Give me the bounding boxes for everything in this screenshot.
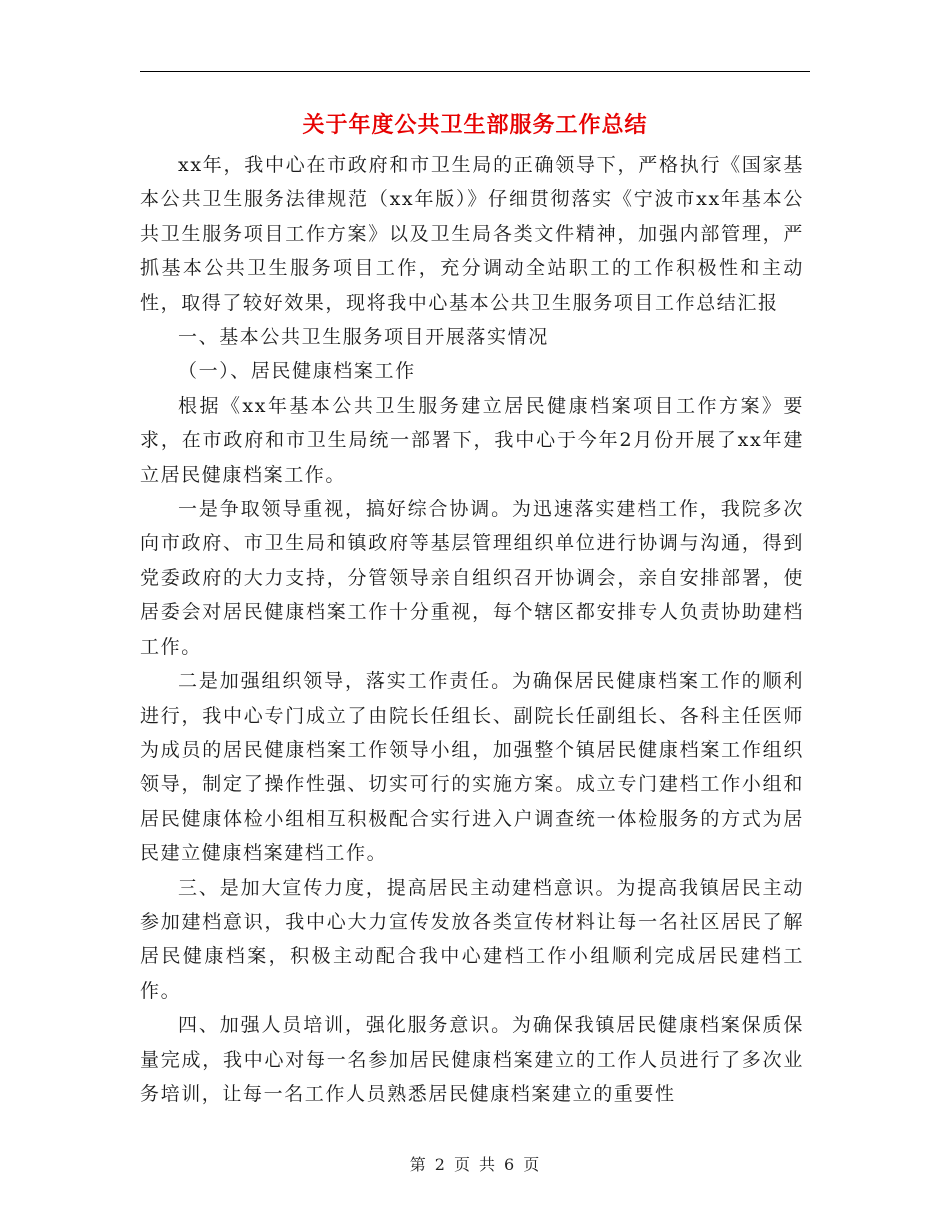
header-rule: [140, 71, 810, 72]
footer-page-word: 页: [453, 1155, 471, 1174]
footer-total-prefix: 共: [479, 1155, 497, 1174]
document-title: 关于年度公共卫生部服务工作总结: [302, 112, 648, 138]
paragraph-intro: xx年，我中心在市政府和市卫生局的正确领导下，严格执行《国家基本公共卫生服务法律规范（xx年版）》仔细贯彻落实《宁波市xx年基本公共卫生服务项目工作方案》以及卫生局各类文件精神，加强内部管理，严抓基本公共卫生服务项目工作，充分调动全站职工的工作积极性和主动性，取得了较好效果，现将我中心基本公共卫生服务项目工作总结汇报: [140, 154, 804, 314]
paragraph-point-4: 四、加强人员培训，强化服务意识。为确保我镇居民健康档案保质保量完成，我中心对每一名参加居民健康档案建立的工作人员进行了多次业务培训，让每一名工作人员熟悉居民健康档案建立的重要性: [140, 1014, 804, 1105]
paragraph-basis: 根据《xx年基本公共卫生服务建立居民健康档案项目工作方案》要求，在市政府和市卫生局统一部署下，我中心于今年2月份开展了xx年建立居民健康档案工作。: [140, 394, 804, 486]
paragraph-point-1: 一是争取领导重视，搞好综合协调。为迅速落实建档工作，我院多次向市政府、市卫生局和镇政府等基层管理组织单位进行协调与沟通，得到党委政府的大力支持，分管领导亲自组织召开协调会，亲自安排部署，使居委会对居民健康档案工作十分重视，每个辖区都安排专人负责协助建档工作。: [140, 498, 804, 658]
subsection-heading-1: （一）、居民健康档案工作: [178, 360, 416, 383]
footer-current-page: 2: [434, 1155, 446, 1174]
document-body: [140, 148, 804, 1111]
footer-suffix: 页: [523, 1155, 541, 1174]
paragraph-point-3: 三、是加大宣传力度，提高居民主动建档意识。为提高我镇居民主动参加建档意识，我中心大力宣传发放各类宣传材料让每一名社区居民了解居民健康档案，积极主动配合我中心建档工作小组顺利完成居民建档工作。: [140, 876, 804, 1002]
paragraph-point-2: 二是加强组织领导，落实工作责任。为确保居民健康档案工作的顺利进行，我中心专门成立了由院长任组长、副院长任副组长、各科主任医师为成员的居民健康档案工作领导小组，加强整个镇居民健康档案工作组织领导，制定了操作性强、切实可行的实施方案。成立专门建档工作小组和居民健康体检小组相互积极配合实行进入户调查统一体检服务的方式为居民建立健康档案建档工作。: [140, 670, 804, 865]
footer-prefix: 第: [409, 1155, 427, 1174]
page-footer: [140, 1152, 810, 1175]
footer-total-pages: 6: [504, 1155, 516, 1174]
section-heading-1: 一、基本公共卫生服务项目开展落实情况: [178, 326, 549, 349]
